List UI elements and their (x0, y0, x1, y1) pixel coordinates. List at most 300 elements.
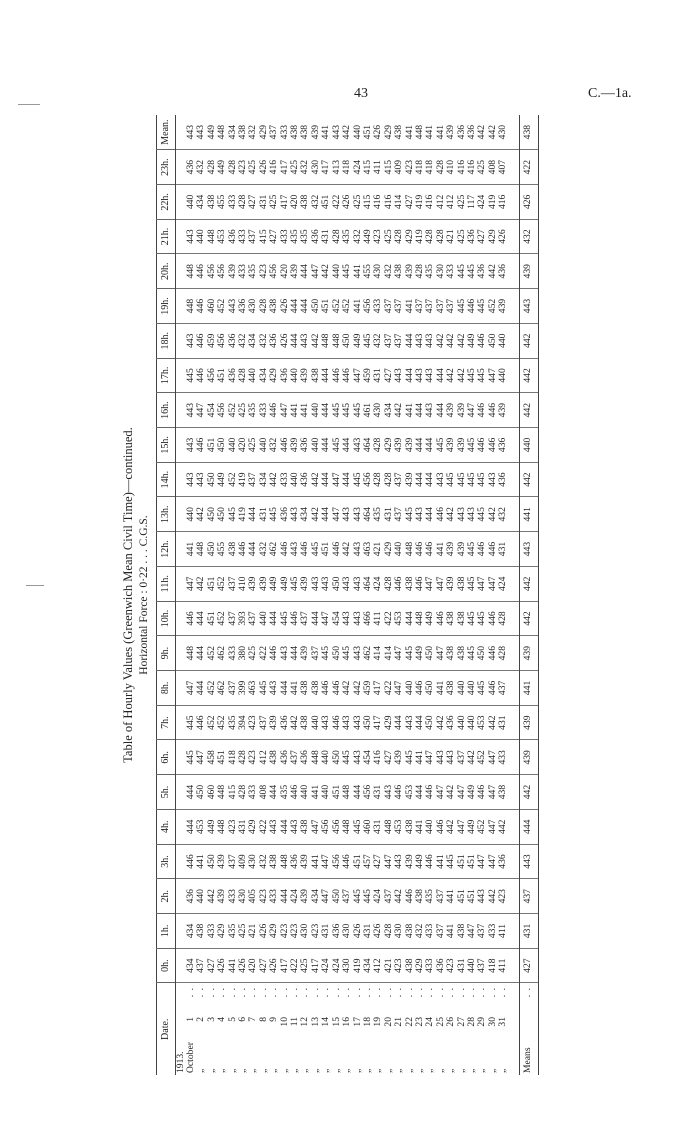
value-cell: 442 (311, 462, 321, 497)
value-cell: 447 (196, 393, 206, 428)
mean-value-cell: 442 (519, 775, 538, 810)
value-cell: 448 (415, 601, 425, 636)
value-cell: 429 (384, 532, 394, 567)
value-cell: 437 (384, 289, 394, 324)
value-cell: 411 (498, 948, 508, 983)
value-cell: 433 (228, 636, 238, 671)
value-cell: 441 (320, 124, 332, 140)
value-cell: 425 (248, 150, 258, 185)
value-cell: 456 (363, 462, 373, 497)
value-cell: 452 (217, 566, 227, 601)
value-cell: 452 (228, 393, 238, 428)
spacer-row (509, 115, 520, 1075)
value-cell: 444 (196, 671, 206, 706)
value-cell: 443 (196, 462, 206, 497)
value-cell: 440 (457, 671, 467, 706)
ditto-mark: „ (341, 1068, 353, 1073)
value-cell: 439 (269, 705, 279, 740)
column-header-hour-1: 1h. (157, 914, 176, 949)
value-cell: 407 (498, 150, 508, 185)
value-cell: 446 (477, 393, 487, 428)
value-cell: 426 (269, 948, 279, 983)
page-number: 43 (354, 86, 368, 101)
value-cell: 442 (342, 532, 352, 567)
value-cell: 436 (465, 124, 477, 140)
leader-dots: . . (289, 987, 301, 998)
value-cell: 445 (457, 289, 467, 324)
value-cell: 444 (196, 636, 206, 671)
value-cell: 410 (238, 566, 248, 601)
column-header-hour-0: 0h. (157, 948, 176, 983)
value-cell: 432 (259, 323, 269, 358)
value-cell: 421 (384, 948, 394, 983)
value-cell: 417 (280, 184, 290, 219)
value-cell: 440 (248, 358, 258, 393)
leader-dots: . . (497, 987, 509, 998)
value-cell: 433 (488, 914, 498, 949)
value-cell: 441 (290, 671, 300, 706)
value-cell: 416 (269, 150, 279, 185)
value-cell: 443 (425, 323, 435, 358)
value-cell: 453 (394, 809, 404, 844)
day-number: 9 (268, 1017, 280, 1022)
mean-value-cell: 443 (519, 532, 538, 567)
value-cell: 439 (405, 254, 415, 289)
value-cell: 442 (269, 462, 279, 497)
leader-dots: . . (268, 987, 280, 998)
column-header-hour-17: 17h. (157, 358, 176, 393)
value-cell: 423 (394, 948, 404, 983)
value-cell: 446 (342, 844, 352, 879)
value-cell: 419 (238, 497, 248, 532)
value-cell: 436 (228, 323, 238, 358)
value-cell: 448 (342, 809, 352, 844)
value-cell: 422 (332, 184, 342, 219)
value-cell: 430 (342, 914, 352, 949)
value-cell: 418 (415, 150, 425, 185)
value-cell: 428 (373, 462, 383, 497)
value-cell: 442 (341, 124, 353, 140)
value-cell: 416 (384, 184, 394, 219)
value-cell: 435 (425, 879, 435, 914)
value-cell: 464 (363, 497, 373, 532)
value-cell: 436 (280, 497, 290, 532)
value-cell: 441 (311, 775, 321, 810)
value-cell: 437 (248, 601, 258, 636)
mean-value-cell: 442 (519, 462, 538, 497)
hourly-values-table (156, 115, 539, 1075)
mean-value-cell: 441 (519, 497, 538, 532)
value-cell: 443 (186, 393, 196, 428)
value-cell: 445 (477, 289, 487, 324)
value-cell: 438 (446, 601, 456, 636)
value-cell: 428 (436, 219, 446, 254)
value-cell: 445 (405, 497, 415, 532)
value-cell: 445 (332, 428, 342, 463)
value-cell: 438 (446, 636, 456, 671)
value-cell: 437 (498, 671, 508, 706)
value-cell: 456 (217, 393, 227, 428)
value-cell: 445 (467, 532, 477, 567)
mean-value-cell: 441 (519, 671, 538, 706)
value-cell: 423 (446, 948, 456, 983)
value-cell: 441 (300, 393, 310, 428)
value-cell: 444 (415, 775, 425, 810)
value-cell: 451 (321, 289, 331, 324)
value-cell: 444 (269, 775, 279, 810)
value-cell: 445 (353, 393, 363, 428)
value-cell: 419 (238, 462, 248, 497)
value-cell: 417 (311, 948, 321, 983)
value-cell: 446 (196, 254, 206, 289)
leader-dots: . . (372, 987, 384, 998)
value-cell: 415 (228, 775, 238, 810)
value-cell: 446 (342, 358, 352, 393)
value-cell: 444 (186, 775, 196, 810)
value-cell: 429 (269, 914, 279, 949)
value-cell: 438 (228, 532, 238, 567)
leader-dots: . . (465, 987, 477, 998)
value-cell: 445 (405, 636, 415, 671)
value-cell: 431 (238, 809, 248, 844)
value-cell: 453 (405, 775, 415, 810)
value-cell: 412 (373, 948, 383, 983)
value-cell: 437 (446, 289, 456, 324)
value-cell: 428 (373, 428, 383, 463)
value-cell: 430 (238, 879, 248, 914)
value-cell: 440 (394, 532, 404, 567)
value-cell: 437 (425, 289, 435, 324)
table-row (498, 115, 508, 1075)
value-cell: 451 (207, 428, 217, 463)
value-cell: 442 (342, 671, 352, 706)
value-cell: 437 (394, 462, 404, 497)
value-cell: 444 (321, 497, 331, 532)
value-cell: 450 (342, 323, 352, 358)
value-cell: 461 (363, 393, 373, 428)
value-cell: 440 (196, 219, 206, 254)
value-cell: 436 (498, 428, 508, 463)
value-cell: 431 (498, 705, 508, 740)
value-cell: 442 (446, 323, 456, 358)
value-cell: 438 (393, 124, 405, 140)
value-cell: 424 (332, 948, 342, 983)
day-number: 5 (226, 1017, 238, 1022)
mean-value-cell: 442 (519, 601, 538, 636)
value-cell: 444 (321, 358, 331, 393)
value-cell: 417 (321, 150, 331, 185)
value-cell: 452 (217, 289, 227, 324)
value-cell: 443 (195, 124, 207, 140)
value-cell: 448 (217, 809, 227, 844)
value-cell: 438 (405, 914, 415, 949)
value-cell: 449 (363, 219, 373, 254)
value-cell: 433 (207, 914, 217, 949)
value-cell: 445 (477, 671, 487, 706)
value-cell: 429 (415, 948, 425, 983)
value-cell: 450 (207, 532, 217, 567)
value-cell: 415 (259, 219, 269, 254)
value-cell: 417 (373, 671, 383, 706)
value-cell: 446 (415, 566, 425, 601)
value-cell: 445 (467, 601, 477, 636)
value-cell: 456 (321, 809, 331, 844)
value-cell: 446 (425, 844, 435, 879)
value-cell: 441 (424, 124, 436, 140)
value-cell: 450 (363, 705, 373, 740)
value-cell: 463 (363, 532, 373, 567)
value-cell: 442 (353, 671, 363, 706)
column-header-hour-3: 3h. (157, 844, 176, 879)
value-cell: 446 (196, 323, 206, 358)
value-cell: 439 (228, 254, 238, 289)
value-cell: 425 (248, 428, 258, 463)
value-cell: 447 (280, 393, 290, 428)
value-cell: 451 (321, 184, 331, 219)
leader-dots: . . (320, 987, 332, 998)
value-cell: 441 (353, 254, 363, 289)
ditto-mark: „ (455, 1068, 467, 1073)
value-cell: 427 (269, 219, 279, 254)
day-number: 18 (361, 1017, 373, 1027)
value-cell: 442 (488, 705, 498, 740)
value-cell: 443 (405, 705, 415, 740)
date-cell (498, 983, 508, 1075)
value-cell: 430 (373, 393, 383, 428)
value-cell: 442 (446, 809, 456, 844)
value-cell: 439 (405, 428, 415, 463)
value-cell: 433 (280, 462, 290, 497)
value-cell: 449 (205, 124, 217, 140)
value-cell: 449 (467, 775, 477, 810)
value-cell: 432 (238, 323, 248, 358)
column-header-hour-2: 2h. (157, 879, 176, 914)
value-cell: 444 (269, 601, 279, 636)
value-cell: 462 (269, 532, 279, 567)
value-cell: 443 (342, 601, 352, 636)
table-subtitle: Horizontal Force : 0·22 . . . C.G.S. (138, 515, 150, 675)
ditto-mark: „ (497, 1068, 509, 1073)
value-cell: 459 (207, 323, 217, 358)
value-cell: 419 (415, 184, 425, 219)
value-cell: 449 (207, 809, 217, 844)
value-cell: 447 (488, 358, 498, 393)
value-cell: 439 (217, 879, 227, 914)
value-cell: 428 (394, 219, 404, 254)
value-cell: 427 (259, 948, 269, 983)
value-cell: 447 (488, 775, 498, 810)
value-cell: 427 (384, 358, 394, 393)
value-cell: 431 (373, 358, 383, 393)
day-number: 27 (455, 1017, 467, 1027)
value-cell: 442 (457, 323, 467, 358)
mean-value-cell: 439 (519, 705, 538, 740)
day-number: 23 (413, 1017, 425, 1027)
leader-dots: . . (393, 987, 405, 998)
value-cell: 443 (330, 124, 342, 140)
value-cell: 442 (311, 497, 321, 532)
value-cell: 446 (436, 497, 446, 532)
value-cell: 448 (413, 124, 425, 140)
value-cell: 459 (363, 358, 373, 393)
value-cell: 450 (217, 497, 227, 532)
value-cell: 437 (384, 323, 394, 358)
value-cell: 431 (373, 775, 383, 810)
value-cell: 445 (467, 636, 477, 671)
day-number: 7 (247, 1017, 259, 1022)
value-cell: 445 (353, 809, 363, 844)
value-cell: 433 (373, 289, 383, 324)
leader-dots: . . (205, 987, 217, 998)
value-cell: 439 (405, 844, 415, 879)
value-cell: 443 (415, 323, 425, 358)
value-cell: 444 (415, 705, 425, 740)
value-cell: 443 (425, 358, 435, 393)
value-cell: 447 (394, 671, 404, 706)
value-cell: 441 (434, 124, 446, 140)
value-cell: 440 (311, 705, 321, 740)
value-cell: 466 (363, 601, 373, 636)
value-cell: 448 (186, 254, 196, 289)
value-cell: 428 (384, 914, 394, 949)
value-cell: 444 (436, 358, 446, 393)
value-cell: 452 (207, 636, 217, 671)
value-cell: 434 (196, 184, 206, 219)
value-cell: 449 (415, 636, 425, 671)
value-cell: 445 (446, 462, 456, 497)
value-cell: 444 (342, 462, 352, 497)
value-cell: 448 (405, 532, 415, 567)
value-cell: 416 (467, 150, 477, 185)
value-cell: 428 (498, 601, 508, 636)
value-cell: 411 (373, 150, 383, 185)
mean-value-cell: 442 (519, 358, 538, 393)
value-cell: 436 (467, 219, 477, 254)
value-cell: 428 (238, 740, 248, 775)
header-row (157, 115, 176, 1075)
value-cell: 447 (467, 914, 477, 949)
value-cell: 445 (353, 462, 363, 497)
value-cell: 447 (488, 740, 498, 775)
value-cell: 443 (353, 532, 363, 567)
value-cell: 452 (342, 289, 352, 324)
ditto-mark: „ (393, 1068, 405, 1073)
value-cell: 443 (477, 879, 487, 914)
value-cell: 446 (436, 809, 446, 844)
value-cell: 445 (457, 254, 467, 289)
mean-value-cell: 439 (519, 254, 538, 289)
value-cell: 442 (467, 740, 477, 775)
value-cell: 432 (311, 184, 321, 219)
value-cell: 444 (415, 393, 425, 428)
value-cell: 427 (384, 740, 394, 775)
value-cell: 425 (300, 948, 310, 983)
date-cell (446, 983, 456, 1075)
value-cell: 446 (488, 671, 498, 706)
value-cell: 420 (248, 948, 258, 983)
value-cell: 443 (353, 740, 363, 775)
value-cell: 456 (207, 358, 217, 393)
value-cell: 456 (207, 254, 217, 289)
table-title: Table of Hourly Values (Greenwich Mean Civil Time)—continued. (121, 427, 135, 763)
value-cell: 433 (238, 219, 248, 254)
value-cell: 438 (498, 775, 508, 810)
ditto-mark: „ (330, 1068, 342, 1073)
ditto-mark: „ (434, 1068, 446, 1073)
ditto-mark: „ (361, 1068, 373, 1073)
value-cell: 440 (332, 254, 342, 289)
value-cell: 456 (217, 254, 227, 289)
value-cell: 439 (457, 393, 467, 428)
value-cell: 412 (436, 184, 446, 219)
value-cell: 421 (248, 914, 258, 949)
value-cell: 436 (186, 150, 196, 185)
value-cell: 444 (405, 323, 415, 358)
value-cell: 450 (332, 566, 342, 601)
value-cell: 424 (321, 948, 331, 983)
value-cell: 437 (311, 636, 321, 671)
value-cell: 447 (436, 636, 446, 671)
value-cell: 445 (363, 323, 373, 358)
value-cell: 442 (476, 124, 488, 140)
value-cell: 439 (445, 124, 457, 140)
value-cell: 436 (269, 323, 279, 358)
value-cell: 448 (321, 323, 331, 358)
value-cell: 434 (186, 914, 196, 949)
value-cell: 446 (488, 636, 498, 671)
value-cell: 419 (488, 184, 498, 219)
value-cell: 433 (248, 775, 258, 810)
value-cell: 441 (228, 948, 238, 983)
value-cell: 429 (269, 358, 279, 393)
column-header-hour-4: 4h. (157, 809, 176, 844)
value-cell: 424 (498, 566, 508, 601)
value-cell: 453 (477, 705, 487, 740)
value-cell: 434 (300, 497, 310, 532)
value-cell: 436 (498, 462, 508, 497)
value-cell: 437 (477, 948, 487, 983)
value-cell: 439 (300, 566, 310, 601)
day-number: 4 (216, 1017, 228, 1022)
value-cell: 428 (228, 150, 238, 185)
value-cell: 462 (363, 636, 373, 671)
value-cell: 443 (321, 705, 331, 740)
value-cell: 456 (269, 254, 279, 289)
value-cell: 446 (394, 775, 404, 810)
ditto-mark: „ (247, 1068, 259, 1073)
value-cell: 444 (425, 462, 435, 497)
value-cell: 427 (207, 948, 217, 983)
day-number: 1 (185, 1017, 196, 1022)
ditto-mark: „ (320, 1068, 332, 1073)
ditto-mark: „ (424, 1068, 436, 1073)
value-cell: 439 (457, 532, 467, 567)
value-cell: 443 (353, 705, 363, 740)
value-cell: 427 (373, 844, 383, 879)
value-cell: 438 (237, 124, 249, 140)
value-cell: 442 (436, 705, 446, 740)
day-number: 28 (465, 1017, 477, 1027)
value-cell: 448 (332, 323, 342, 358)
value-cell: 441 (403, 124, 415, 140)
value-cell: 437 (196, 948, 206, 983)
value-cell: 430 (248, 289, 258, 324)
ditto-mark: „ (486, 1068, 498, 1073)
value-cell: 436 (455, 124, 467, 140)
value-cell: 435 (228, 914, 238, 949)
column-header-hour-13: 13h. (157, 497, 176, 532)
value-cell: 443 (353, 636, 363, 671)
